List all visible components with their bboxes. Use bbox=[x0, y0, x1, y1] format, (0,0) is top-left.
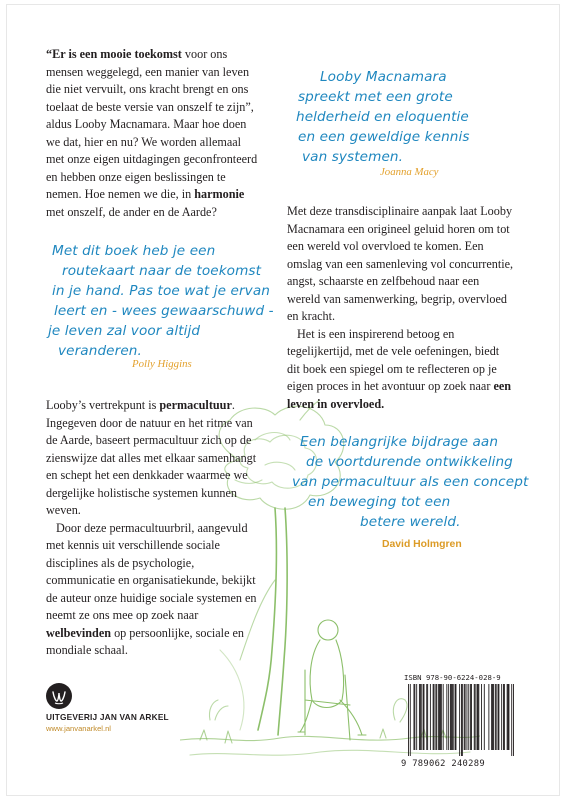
barcode-bar bbox=[424, 684, 425, 750]
quote-joanna-macy: Looby Macnamara spreekt met een grote helderheid en eloquentie en een geweldige kennis van systemen. bbox=[296, 69, 470, 165]
barcode-bar bbox=[419, 684, 420, 750]
barcode-bar bbox=[511, 684, 512, 756]
barcode-bar bbox=[504, 684, 505, 750]
barcode-bar bbox=[434, 684, 435, 750]
barcode-bar bbox=[448, 684, 449, 750]
barcode-bar bbox=[493, 684, 494, 750]
barcode-bars bbox=[408, 684, 514, 756]
barcode-bar bbox=[477, 684, 478, 750]
barcode-bar bbox=[492, 684, 493, 750]
barcode-digits: 9 789062 240289 bbox=[401, 759, 485, 769]
barcode-bar bbox=[462, 684, 463, 756]
barcode-bar bbox=[508, 684, 509, 750]
barcode-bar bbox=[414, 684, 415, 750]
barcode-bar bbox=[408, 684, 409, 756]
barcode-bar bbox=[435, 684, 436, 750]
barcode-bar bbox=[513, 684, 514, 756]
barcode-bar bbox=[410, 684, 411, 756]
barcode bbox=[400, 684, 522, 772]
barcode-bar bbox=[420, 684, 421, 750]
barcode-bar bbox=[503, 684, 504, 750]
barcode-bar bbox=[413, 684, 414, 750]
barcode-bar bbox=[471, 684, 472, 750]
barcode-bar bbox=[466, 684, 467, 750]
barcode-bar bbox=[465, 684, 466, 750]
barcode-bar bbox=[455, 684, 456, 750]
barcode-bar bbox=[477, 684, 478, 750]
barcode-bar bbox=[443, 684, 444, 750]
barcode-bar bbox=[496, 684, 497, 750]
barcode-bar bbox=[438, 684, 439, 750]
barcode-bar bbox=[439, 684, 440, 750]
barcode-bar bbox=[491, 684, 492, 750]
barcode-bar bbox=[501, 684, 502, 750]
barcode-bar bbox=[456, 684, 457, 750]
publisher-logo bbox=[46, 683, 72, 713]
barcode-bar bbox=[451, 684, 452, 750]
publisher-name: UITGEVERIJ JAN VAN ARKEL bbox=[46, 712, 169, 722]
publisher-logo-icon bbox=[46, 683, 72, 709]
barcode-bar bbox=[498, 684, 499, 750]
barcode-bar bbox=[488, 684, 489, 750]
barcode-bar bbox=[433, 684, 434, 750]
barcode-bar bbox=[464, 684, 465, 750]
barcode-bar bbox=[440, 684, 441, 750]
barcode-bar bbox=[470, 684, 471, 750]
barcode-bar bbox=[436, 684, 437, 750]
barcode-bar bbox=[468, 684, 469, 750]
quote-attribution-polly: Polly Higgins bbox=[132, 358, 192, 370]
quote-attribution-david: David Holmgren bbox=[382, 539, 462, 550]
barcode-bar bbox=[481, 684, 482, 750]
publisher-url[interactable]: www.janvanarkel.nl bbox=[46, 724, 111, 733]
barcode-bar bbox=[474, 684, 475, 750]
barcode-bar bbox=[421, 684, 422, 750]
barcode-bar bbox=[426, 684, 427, 750]
barcode-bar bbox=[441, 684, 442, 750]
barcode-bar bbox=[478, 684, 479, 750]
barcode-bar bbox=[498, 684, 499, 750]
barcode-bar bbox=[446, 684, 447, 750]
quote-polly-higgins: Met dit boek heb je een routekaart naar de toekomst in je hand. Pas toe wat je ervan leert en - wees gewaarschuwd - je leven zal voor altijd veranderen. bbox=[48, 243, 274, 359]
barcode-bar bbox=[453, 684, 454, 750]
barcode-bar bbox=[416, 684, 417, 750]
quote-attribution-joanna: Joanna Macy bbox=[380, 166, 439, 178]
barcode-bar bbox=[507, 684, 508, 750]
approach-paragraphs: Met deze transdisciplinaire aanpak laat Looby Macnamara een origineel geluid horen om tot een wereld vol overvloed te komen. Een omslag van een samenleving vol concurrentie, angst, schaarste en zelfbehoud naar een wereld van samenwerking, begrip, overvloed en kracht. Het is een inspirerend betoog en tegelijkertijd, met de vele oefeningen, biedt dit boek een spiegel om te reflecteren op je eigen proces in het avontuur op zoek naar een leven in overvloed. bbox=[287, 204, 514, 411]
barcode-bar bbox=[450, 684, 451, 750]
barcode-bar bbox=[475, 684, 476, 750]
barcode-bar bbox=[430, 684, 431, 750]
barcode-bar bbox=[423, 684, 424, 750]
barcode-bar bbox=[461, 684, 462, 756]
permaculture-paragraphs: Looby’s vertrekpunt is permacultuur. Ingegeven door de natuur en het ritme van de Aarde, baseert permacultuur zich op de zienswijze dat alles met elkaar samenhangt en schept het een denkkader waarmee we dergelijke holistische systemen kunnen weven. Door deze permacultuurbril, aangevuld met kennis uit verschillende sociale disciplines als de psychologie, communicatie en organisatiekunde, bekijkt de auteur onze huidige sociale systemen en neemt ze ons mee op zoek naar welbevinden op persoonlijke, sociale en mondiale schaal. bbox=[46, 398, 257, 657]
quote-david-holmgren: Een belangrijke bijdrage aan de voortdurende ontwikkeling van permacultuur als een concept en beweging tot een betere wereld. bbox=[292, 434, 529, 530]
barcode-bar bbox=[452, 684, 453, 750]
barcode-bar bbox=[509, 684, 510, 750]
barcode-bar bbox=[495, 684, 496, 750]
barcode-bar bbox=[459, 684, 460, 756]
barcode-bar bbox=[484, 684, 485, 750]
isbn-label: ISBN 978-90-6224-028-9 bbox=[404, 673, 501, 682]
intro-paragraph: “Er is een mooie toekomst voor ons mensen weggelegd, een manier van leven die niet vervuilt, ons kracht brengt en ons toelaat de beste versie van onszelf te zijn”, aldus Looby Macnamara. Maar hoe doen we dat, hier en nu? We worden allemaal met onze eigen uitdagingen geconfronteerd en hebben onze eigen beslissingen te nemen. Hoe nemen we die, in harmonie met onszelf, de ander en de Aarde? bbox=[46, 47, 258, 219]
barcode-bar bbox=[427, 684, 428, 750]
